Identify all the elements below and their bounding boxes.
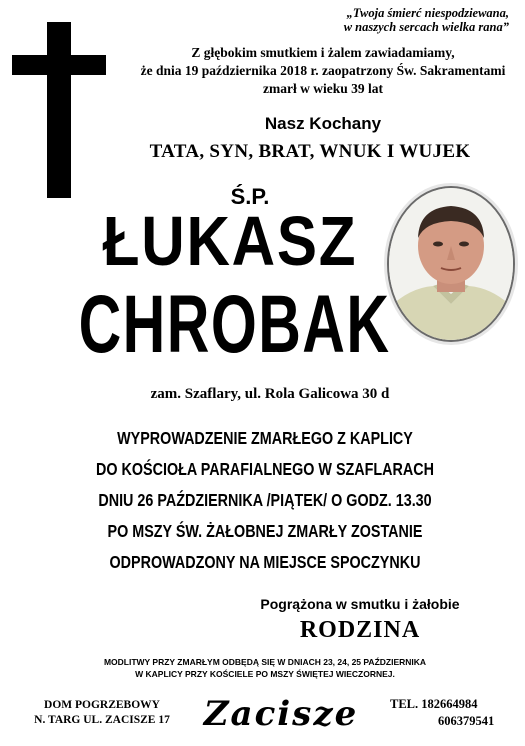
funeral-line-4: PO MSZY ŚW. ŻAŁOBNEJ ZMARŁY ZOSTANIE bbox=[107, 521, 423, 541]
family-signature: RODZINA bbox=[299, 617, 421, 643]
relations-line: TATA, SYN, BRAT, WNUK I WUJEK bbox=[149, 141, 471, 162]
prayers-line-2: W KAPLICY PRZY KOŚCIELE PO MSZY ŚWIĘTEJ WIECZORNEJ. bbox=[135, 669, 395, 679]
phone-info bbox=[390, 696, 514, 730]
cross-horizontal-bar bbox=[12, 55, 106, 75]
announcement-intro bbox=[128, 44, 518, 98]
portrait-illustration bbox=[389, 188, 513, 340]
quote-line-1: „Twoja śmierć niespodziewana, bbox=[346, 6, 509, 20]
sp-prefix: Ś.P. bbox=[230, 184, 270, 209]
nasz-kochany: Nasz Kochany bbox=[264, 114, 382, 133]
intro-line-1: Z głębokim smutkiem i żalem zawiadamiamy, bbox=[191, 45, 455, 60]
cross-vertical-bar bbox=[47, 22, 71, 198]
phone-line-1: TEL. 182664984 bbox=[390, 697, 478, 711]
funeral-home-info bbox=[12, 698, 192, 728]
intro-line-2: że dnia 19 października 2018 r. zaopatrzony Św. Sakramentami bbox=[140, 63, 506, 78]
funeral-home-line-1: DOM POGRZEBOWY bbox=[44, 699, 160, 711]
prayers-line-1: MODLITWY PRZY ZMARŁYM ODBĘDĄ SIĘ W DNIACH 23, 24, 25 PAŹDZIERNIKA bbox=[103, 657, 427, 667]
prayers-notice bbox=[20, 656, 510, 680]
quote-line-2: w naszych sercach wielka rana” bbox=[343, 20, 509, 34]
deceased-first-name: ŁUKASZ bbox=[102, 202, 358, 280]
portrait-photo bbox=[387, 186, 515, 342]
epitaph-quote bbox=[259, 6, 509, 34]
funeral-line-5: ODPROWADZONY NA MIEJSCE SPOCZYNKU bbox=[109, 552, 421, 572]
grieving-line: Pogrążona w smutku i żałobie bbox=[260, 596, 460, 612]
deceased-address: zam. Szaflary, ul. Rola Galicowa 30 d bbox=[150, 386, 390, 402]
funeral-home-line-2: N. TARG UL. ZACISZE 17 bbox=[34, 714, 170, 726]
phone-line-2: 606379541 bbox=[438, 714, 495, 728]
intro-line-3: zmarł w wieku 39 lat bbox=[263, 81, 383, 96]
funeral-line-1: WYPROWADZENIE ZMARŁEGO Z KAPLICY bbox=[117, 428, 413, 448]
zacisze-logo: Zacisze bbox=[203, 694, 359, 734]
funeral-details bbox=[81, 423, 450, 578]
funeral-line-3: DNIU 26 PAŹDZIERNIKA /PIĄTEK/ O GODZ. 13.30 bbox=[98, 490, 432, 510]
funeral-line-2: DO KOŚCIOŁA PARAFIALNEGO W SZAFLARACH bbox=[95, 459, 434, 479]
deceased-last-name: CHROBAK bbox=[78, 279, 391, 370]
